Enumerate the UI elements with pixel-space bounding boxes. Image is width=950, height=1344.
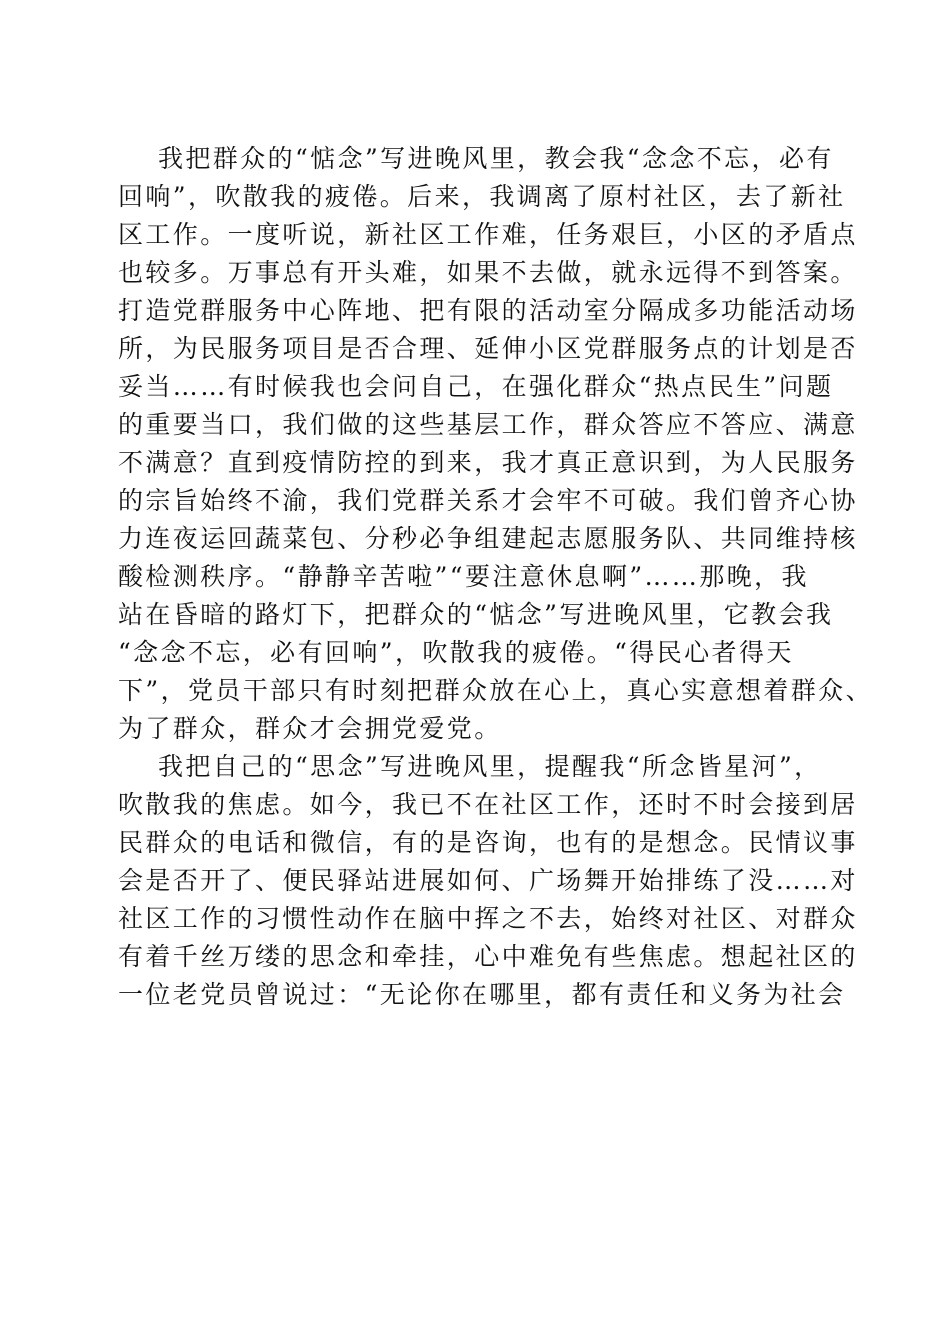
- paragraph-line: 力连夜运回蔬菜包、分秒必争组建起志愿服务队、共同维持核: [118, 524, 858, 553]
- paragraph-line: 我把群众的“惦念”写进晚风里，教会我“念念不忘，必有: [158, 144, 834, 173]
- paragraph-line: 吹散我的焦虑。如今，我已不在社区工作，还时不时会接到居: [118, 790, 858, 819]
- paragraph-line: 民群众的电话和微信，有的是咨询，也有的是想念。民情议事: [118, 828, 858, 857]
- paragraph-line: 的重要当口，我们做的这些基层工作，群众答应不答应、满意: [118, 410, 858, 439]
- paragraph-line: 会是否开了、便民驿站进展如何、广场舞开始排练了没……对: [118, 866, 858, 895]
- paragraph-line: 我把自己的“思念”写进晚风里，提醒我“所念皆星河”，: [158, 752, 822, 781]
- paragraph-line: 一位老党员曾说过：“无论你在哪里，都有责任和义务为社会: [118, 980, 846, 1009]
- paragraph-line: 下”，党员干部只有时刻把群众放在心上，真心实意想着群众、: [118, 676, 873, 705]
- paragraph-line: 酸检测秩序。“静静辛苦啦”“要注意休息啊”……那晚，我: [118, 562, 809, 591]
- paragraph-line: “念念不忘，必有回响”，吹散我的疲倦。“得民心者得天: [118, 638, 794, 667]
- paragraph-line: 回响”，吹散我的疲倦。后来，我调离了原村社区，去了新社: [118, 182, 846, 211]
- paragraph-line: 不满意？直到疫情防控的到来，我才真正意识到，为人民服务: [118, 448, 858, 477]
- paragraph-line: 妥当……有时候我也会问自己，在强化群众“热点民生”问题: [118, 372, 834, 401]
- paragraph-line: 社区工作的习惯性动作在脑中挥之不去，始终对社区、对群众: [118, 904, 858, 933]
- paragraph-line: 打造党群服务中心阵地、把有限的活动室分隔成多功能活动场: [118, 296, 858, 325]
- paragraph-line: 有着千丝万缕的思念和牵挂，心中难免有些焦虑。想起社区的: [118, 942, 858, 971]
- paragraph-line: 站在昏暗的路灯下，把群众的“惦念”写进晚风里，它教会我: [118, 600, 834, 629]
- paragraph-2: [118, 748, 858, 1014]
- paragraph-line: 所，为民服务项目是否合理、延伸小区党群服务点的计划是否: [118, 334, 858, 363]
- document-body: [118, 140, 873, 1014]
- paragraph-line: 的宗旨始终不渝，我们党群关系才会牢不可破。我们曾齐心协: [118, 486, 858, 515]
- paragraph-1: [118, 140, 873, 748]
- paragraph-line: 为了群众，群众才会拥党爱党。: [118, 714, 502, 743]
- paragraph-line: 也较多。万事总有开头难，如果不去做，就永远得不到答案。: [118, 258, 858, 287]
- paragraph-line: 区工作。一度听说，新社区工作难，任务艰巨，小区的矛盾点: [118, 220, 858, 249]
